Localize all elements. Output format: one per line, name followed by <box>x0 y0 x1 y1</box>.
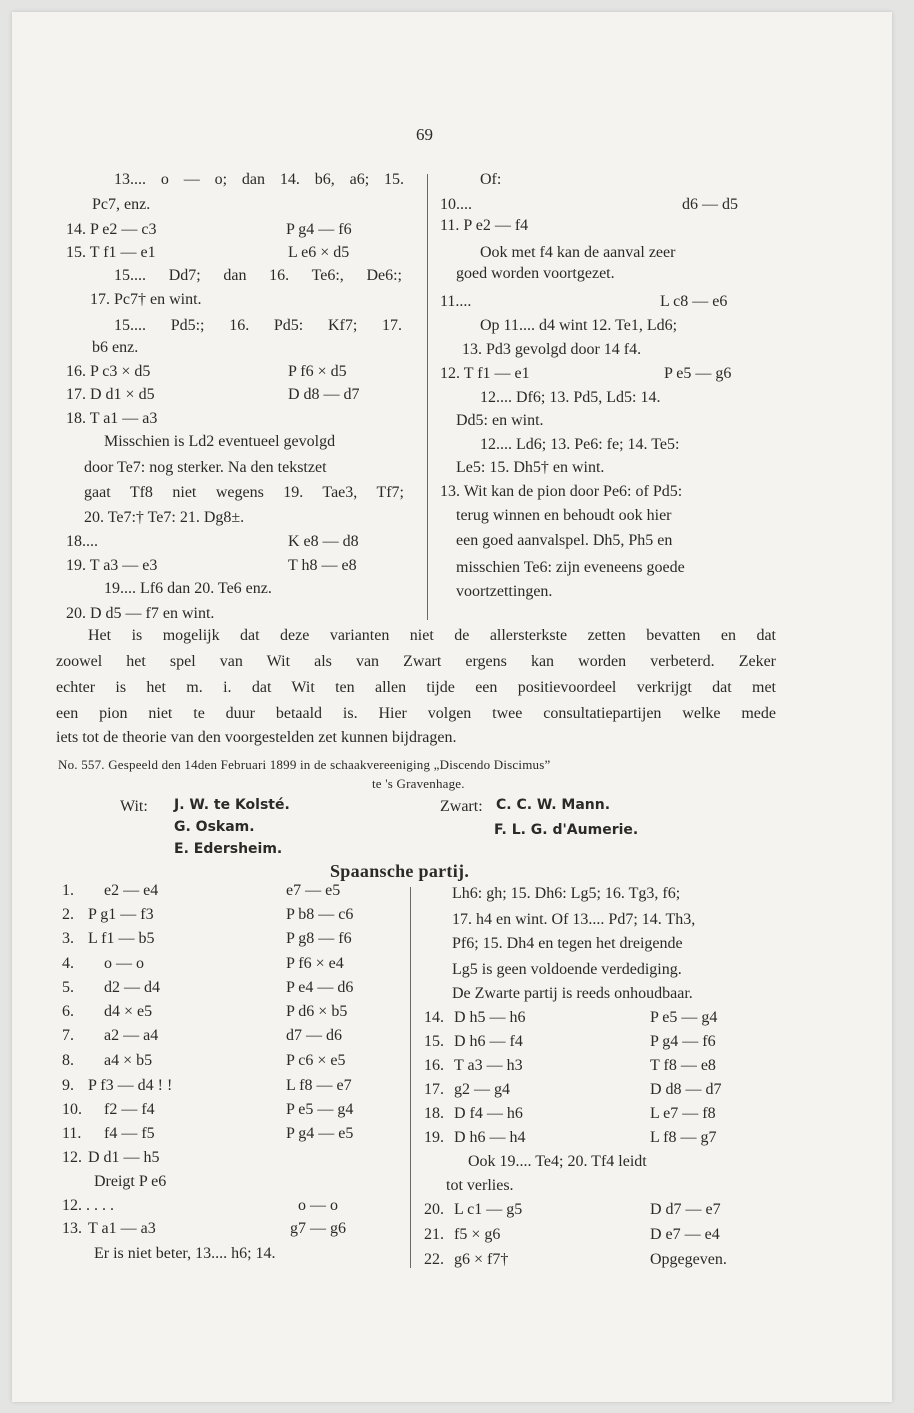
left-line: Pc7, enz. <box>92 196 151 213</box>
right-line: Ook met f4 kan de aanval zeer <box>480 244 676 261</box>
note-line: De Zwarte partij is reeds onhoudbaar. <box>452 985 693 1002</box>
move-number: 20. <box>424 1201 444 1218</box>
black-move: d7 — d6 <box>286 1027 342 1044</box>
right-line: goed worden voortgezet. <box>456 265 615 282</box>
note-line: Ook 19.... Te4; 20. Tf4 leidt <box>468 1153 647 1170</box>
move-number: 9. <box>62 1077 74 1094</box>
right-line: misschien Te6: zijn eveneens goede <box>456 559 685 576</box>
move-number: 5. <box>62 979 74 996</box>
move-number: 2. <box>62 906 74 923</box>
right-line: 13. Wit kan de pion door Pe6: of Pd5: <box>440 483 683 500</box>
white-move: D d1 — h5 <box>88 1149 160 1166</box>
right-line: Dd5: en wint. <box>456 412 544 429</box>
white-move: e2 — e4 <box>104 882 159 899</box>
white-move: d4 × e5 <box>104 1003 153 1020</box>
white-move: f4 — f5 <box>104 1125 155 1142</box>
black-move: e7 — e5 <box>286 882 341 899</box>
black-move: D d8 — d7 <box>650 1081 722 1098</box>
move-number: 4. <box>62 955 74 972</box>
right-line: Op 11.... d4 wint 12. Te1, Ld6; <box>480 317 678 334</box>
black-move: P b8 — c6 <box>286 906 354 923</box>
left-line: 20. Te7:† Te7: 21. Dg8±. <box>84 509 245 526</box>
left-line: door Te7: nog sterker. Na den tekstzet <box>84 459 327 476</box>
left-line: 15. T f1 — e1 <box>66 244 156 261</box>
move-number: 3. <box>62 930 74 947</box>
left-line: 14. P e2 — c3 <box>66 221 157 238</box>
right-line: 11.... <box>440 293 472 310</box>
black-move: P e4 — d6 <box>286 979 354 996</box>
note-line: Lh6: gh; 15. Dh6: Lg5; 16. Tg3, f6; <box>452 885 681 902</box>
move-number: 11. <box>62 1125 82 1142</box>
right-line: Le5: 15. Dh5† en wint. <box>456 459 605 476</box>
right-line: Of: <box>480 171 502 188</box>
right-line: een goed aanvalspel. Dh5, Ph5 en <box>456 532 673 549</box>
right-line: 12. T f1 — e1 <box>440 365 530 382</box>
paragraph-line: zoowel het spel van Wit als van Zwart ergens kan worden verbeterd. Zeker <box>56 653 776 670</box>
right-line: P e5 — g6 <box>664 365 732 382</box>
black-move: P g4 — e5 <box>286 1125 354 1142</box>
paragraph-line: Het is mogelijk dat deze varianten niet de allersterkste zetten bevatten en dat <box>88 627 776 644</box>
left-line: b6 enz. <box>92 339 139 356</box>
move-number: 8. <box>62 1052 74 1069</box>
black-move: D d7 — e7 <box>650 1201 721 1218</box>
right-line: 12.... Df6; 13. Pd5, Ld5: 14. <box>480 389 661 406</box>
move-number: 15. <box>424 1033 444 1050</box>
white-move: P f3 — d4 ! ! <box>88 1077 173 1094</box>
white-move: L f1 — b5 <box>88 930 155 947</box>
black-move: g7 — g6 <box>290 1220 346 1237</box>
black-move: L f8 — g7 <box>650 1129 717 1146</box>
page-number: 69 <box>416 125 433 144</box>
white-move: g2 — g4 <box>454 1081 510 1098</box>
right-line: L c8 — e6 <box>660 293 728 310</box>
left-line: L e6 × d5 <box>288 244 350 261</box>
left-line: P f6 × d5 <box>288 363 347 380</box>
black-move: P g4 — f6 <box>650 1033 716 1050</box>
move-number: 1. <box>62 882 74 899</box>
note-line: 17. h4 en wint. Of 13.... Pd7; 14. Th3, <box>452 911 696 928</box>
white-move: L c1 — g5 <box>454 1201 523 1218</box>
game-header: No. 557. Gespeeld den 14den Februari 1899 in de schaakvereeniging „Discendo Discimus” <box>58 757 551 772</box>
white-move: f2 — f4 <box>104 1101 155 1118</box>
move-number: 19. <box>424 1129 444 1146</box>
note-line: Pf6; 15. Dh4 en tegen het dreigende <box>452 935 683 952</box>
black-player: C. C. W. Mann. <box>496 797 611 813</box>
white-move: D h6 — f4 <box>454 1033 523 1050</box>
left-line: 18.... <box>66 533 98 550</box>
opening-title: Spaansche partij. <box>330 861 470 881</box>
white-move: a4 × b5 <box>104 1052 153 1069</box>
black-label: Zwart: <box>440 798 483 815</box>
white-move: f5 × g6 <box>454 1226 501 1243</box>
black-move: P e5 — g4 <box>286 1101 354 1118</box>
left-line: 18. T a1 — a3 <box>66 410 158 427</box>
left-line: 17. D d1 × d5 <box>66 386 155 403</box>
paragraph-line: iets tot de theorie van den voorgestelden zet kunnen bijdragen. <box>56 729 457 746</box>
white-move: a2 — a4 <box>104 1027 159 1044</box>
right-line: voortzettingen. <box>456 583 553 600</box>
move-number: 6. <box>62 1003 74 1020</box>
white-move: P g1 — f3 <box>88 906 154 923</box>
white-move: T a1 — a3 <box>88 1220 156 1237</box>
left-line: Misschien is Ld2 eventueel gevolgd <box>104 433 336 450</box>
black-move: L e7 — f8 <box>650 1105 716 1122</box>
left-line: T h8 — e8 <box>288 557 357 574</box>
black-move: Opgegeven. <box>650 1251 727 1268</box>
white-move: g6 × f7† <box>454 1251 509 1268</box>
left-line: 19.... Lf6 dan 20. Te6 enz. <box>104 580 272 597</box>
left-line: 16. P c3 × d5 <box>66 363 151 380</box>
white-label: Wit: <box>120 798 148 815</box>
white-move: T a3 — h3 <box>454 1057 523 1074</box>
left-line: 13.... o — o; dan 14. b6, a6; 15. <box>114 171 404 188</box>
move-number: 16. <box>424 1057 444 1074</box>
white-move: D h5 — h6 <box>454 1009 526 1026</box>
left-line: 20. D d5 — f7 en wint. <box>66 605 215 622</box>
left-line: 15.... Dd7; dan 16. Te6:, De6:; <box>114 267 402 284</box>
move-number: 12. . . . . <box>62 1197 114 1214</box>
right-line: 13. Pd3 gevolgd door 14 f4. <box>462 341 642 358</box>
column-divider-top <box>427 174 428 620</box>
note-line: tot verlies. <box>446 1177 514 1194</box>
left-line: 17. Pc7† en wint. <box>90 291 202 308</box>
white-move: D f4 — h6 <box>454 1105 523 1122</box>
black-move: P c6 × e5 <box>286 1052 346 1069</box>
move-number: 13. <box>62 1220 82 1237</box>
column-divider-bottom <box>410 887 411 1268</box>
game-header: te 's Gravenhage. <box>372 776 465 791</box>
black-move: P f6 × e4 <box>286 955 344 972</box>
move-number: 12. <box>62 1149 82 1166</box>
white-player: J. W. te Kolsté. <box>174 797 290 813</box>
black-move: P d6 × b5 <box>286 1003 348 1020</box>
white-move: o — o <box>104 955 144 972</box>
white-player: G. Oskam. <box>174 819 255 835</box>
move-number: 14. <box>424 1009 444 1026</box>
paragraph-line: echter is het m. i. dat Wit ten allen tijde een positievoordeel verkrijgt dat met <box>56 679 776 696</box>
left-line: 19. T a3 — e3 <box>66 557 158 574</box>
move-number: 7. <box>62 1027 74 1044</box>
move-number: 17. <box>424 1081 444 1098</box>
move-number: 22. <box>424 1251 444 1268</box>
left-line: P g4 — f6 <box>286 221 352 238</box>
black-move: T f8 — e8 <box>650 1057 716 1074</box>
move-number: 21. <box>424 1226 444 1243</box>
right-line: d6 — d5 <box>682 196 738 213</box>
move-number: 18. <box>424 1105 444 1122</box>
black-move: L f8 — e7 <box>286 1077 352 1094</box>
left-line: 15.... Pd5:; 16. Pd5: Kf7; 17. <box>114 317 402 334</box>
black-move: D e7 — e4 <box>650 1226 720 1243</box>
black-move: P e5 — g4 <box>650 1009 718 1026</box>
left-line: gaat Tf8 niet wegens 19. Tae3, Tf7; <box>84 484 404 501</box>
right-line: 11. P e2 — f4 <box>440 217 529 234</box>
black-player: F. L. G. d'Aumerie. <box>494 822 639 838</box>
left-line: K e8 — d8 <box>288 533 359 550</box>
white-player: E. Edersheim. <box>174 841 283 857</box>
black-move: P g8 — f6 <box>286 930 352 947</box>
left-line: D d8 — d7 <box>288 386 360 403</box>
note-line: Lg5 is geen voldoende verdediging. <box>452 961 682 978</box>
note-line: Er is niet beter, 13.... h6; 14. <box>94 1245 276 1262</box>
note-line: Dreigt P e6 <box>94 1173 167 1190</box>
white-move: D h6 — h4 <box>454 1129 526 1146</box>
right-line: 12.... Ld6; 13. Pe6: fe; 14. Te5: <box>480 436 680 453</box>
white-move: d2 — d4 <box>104 979 160 996</box>
right-line: terug winnen en behoudt ook hier <box>456 507 672 524</box>
black-move: o — o <box>298 1197 338 1214</box>
move-number: 10. <box>62 1101 82 1118</box>
right-line: 10.... <box>440 196 472 213</box>
paragraph-line: een pion niet te duur betaald is. Hier volgen twee consultatiepartijen welke mede <box>56 705 776 722</box>
